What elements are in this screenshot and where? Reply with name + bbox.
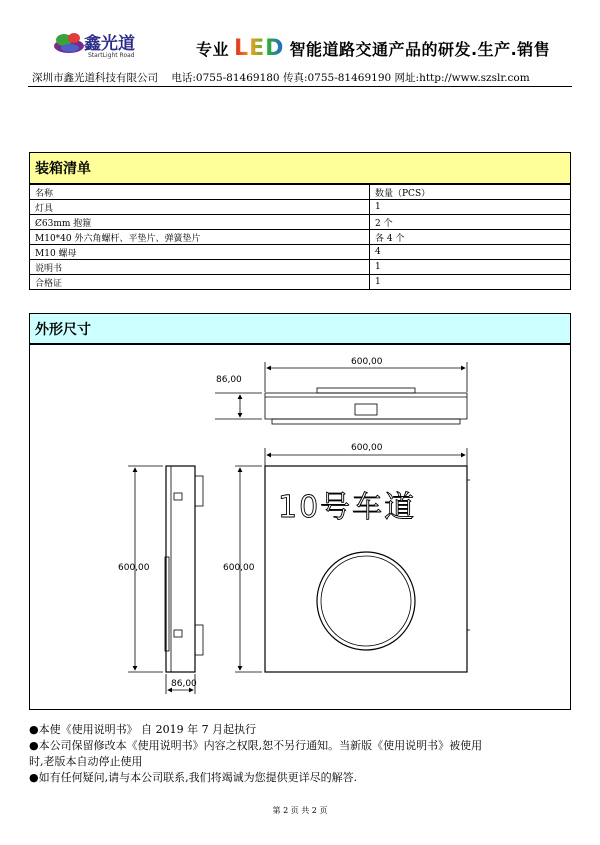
- top-depth-label: 86,00: [216, 375, 242, 385]
- logo-subtitle: StartLight Road: [88, 52, 135, 59]
- column-header-name: 名称: [30, 185, 370, 200]
- panel-lane-text: 10号车道: [278, 490, 417, 525]
- notes: [29, 722, 569, 786]
- item-name: M10*40 外六角螺杆、平垫片、弹簧垫片: [30, 230, 370, 245]
- slogan-suffix: 智能道路交通产品的研发.生产.销售: [289, 40, 551, 59]
- side-height-label: 600,00: [118, 563, 150, 573]
- item-qty: 2 个: [370, 215, 571, 230]
- front-width-label: 600,00: [351, 443, 383, 453]
- note-line: ●本公司保留修改本《使用说明书》内容之权限,恕不另行通知。当新版《使用说明书》被使用: [29, 739, 483, 752]
- packing-section-title: 装箱清单: [29, 152, 571, 184]
- item-name: M10 螺母: [30, 245, 370, 260]
- note-line: 时,老版本自动停止使用: [29, 755, 143, 768]
- top-width-label: 600,00: [351, 357, 383, 367]
- logo-name: 鑫光道: [84, 34, 135, 54]
- item-qty: 1: [370, 200, 571, 215]
- front-height-label: 600,00: [223, 563, 255, 573]
- dimensions-section-title: 外形尺寸: [29, 313, 571, 344]
- item-name: Ȼ63mm 抱箍: [30, 215, 370, 230]
- item-qty: 4: [370, 245, 571, 260]
- contact-details: 电话:0755-81469180 传真:0755-81469190 网址:http://www.szslr.com: [171, 72, 530, 84]
- company-name: 深圳市鑫光道科技有限公司: [32, 72, 158, 84]
- top-view: [215, 362, 467, 424]
- page-number: 第 2 页 共 2 页: [272, 806, 328, 815]
- slogan-prefix: 专业: [196, 40, 230, 59]
- item-name: 说明书: [30, 260, 370, 275]
- item-name: 灯具: [30, 200, 370, 215]
- item-name: 合格证: [30, 275, 370, 290]
- note-line: ●如有任何疑问,请与本公司联系,我们将竭诚为您提供更详尽的解答.: [29, 771, 358, 784]
- item-qty: 1: [370, 275, 571, 290]
- note-line: ●本使《使用说明书》 自 2019 年 7 月起执行: [29, 723, 257, 736]
- item-qty: 1: [370, 260, 571, 275]
- side-view: [128, 466, 203, 694]
- column-header-qty: 数量（PCS）: [370, 185, 571, 200]
- item-qty: 各 4 个: [370, 230, 571, 245]
- slogan-led: LED: [234, 36, 285, 61]
- side-depth-label: 86,00: [171, 679, 197, 689]
